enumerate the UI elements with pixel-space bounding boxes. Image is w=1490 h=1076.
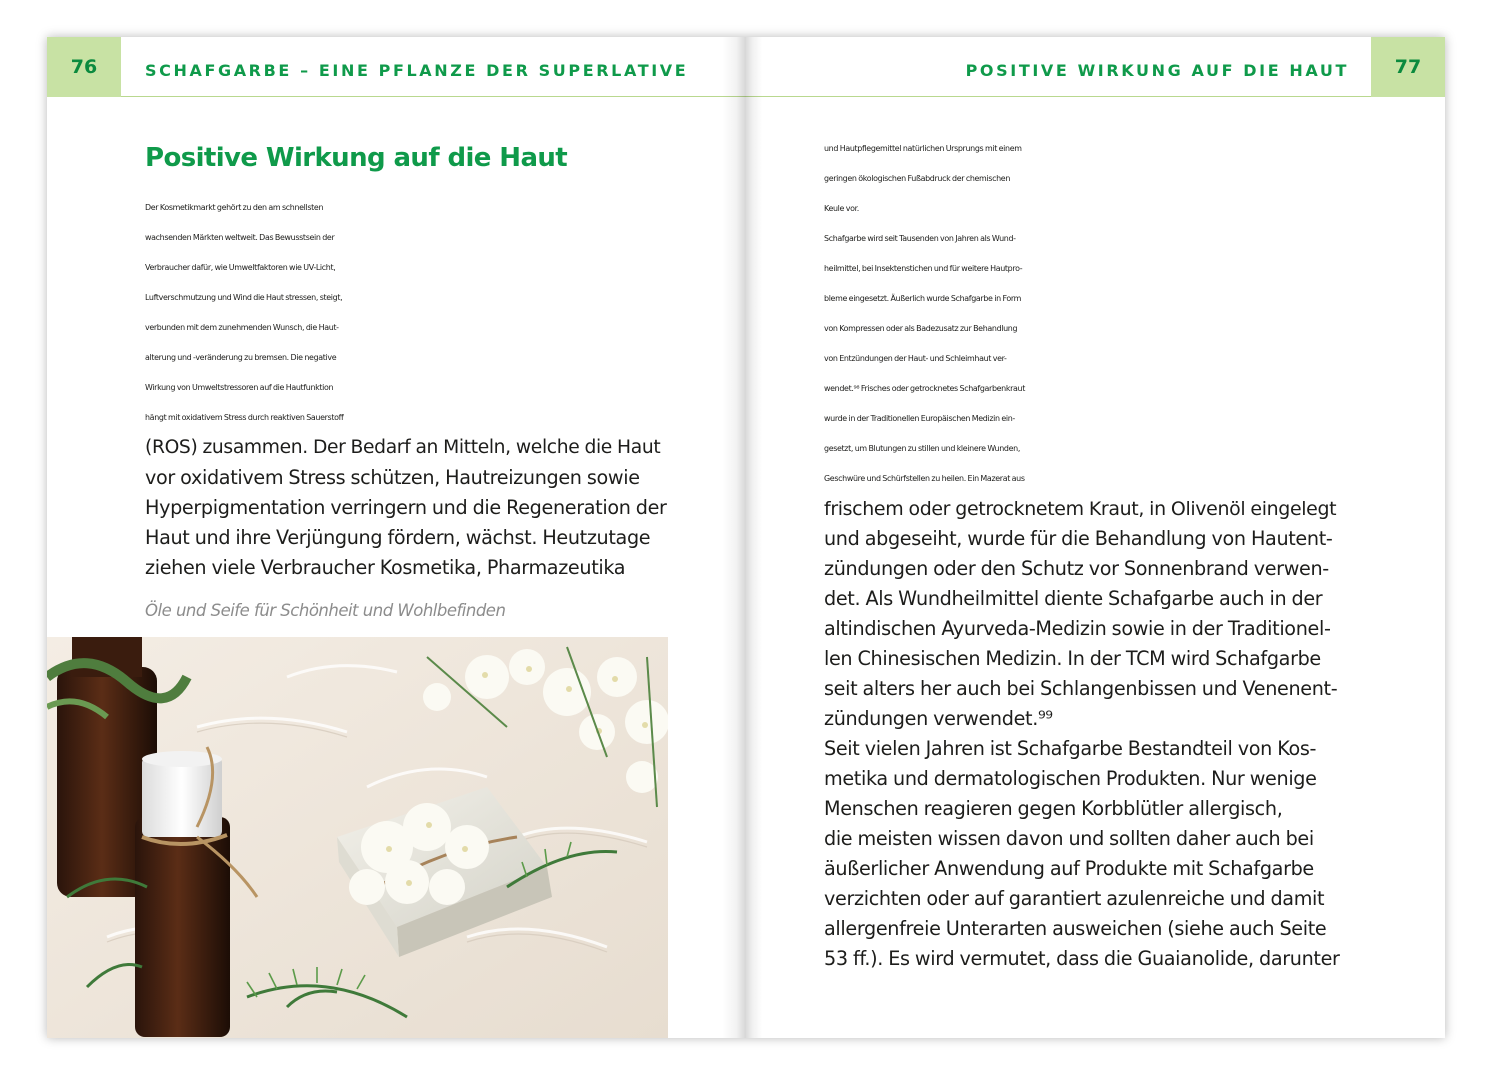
text-line: verbunden mit dem zunehmenden Wunsch, die Haut-	[145, 323, 339, 332]
text-line: det. Als Wundheilmittel diente Schafgarbe auch in der	[824, 587, 1323, 610]
section-heading: Positive Wirkung auf die Haut	[145, 143, 568, 173]
text-line: (ROS) zusammen. Der Bedarf an Mitteln, welche die Haut	[145, 437, 661, 458]
text-line: gesetzt, um Blutungen zu stillen und kleinere Wunden,	[824, 444, 1020, 453]
text-line: allergenfreie Unterarten ausweichen (siehe auch Seite	[824, 917, 1327, 940]
text-line: Verbraucher dafür, wie Umweltfaktoren wie UV-Licht,	[145, 263, 336, 272]
text-line: Geschwüre und Schürfstellen zu heilen. Ein Mazerat aus	[824, 474, 1025, 483]
text-line: verzichten oder auf garantiert azulenreiche und damit	[824, 887, 1325, 910]
text-line: len Chinesischen Medizin. In der TCM wird Schafgarbe	[824, 647, 1321, 670]
gutter-shadow-left	[722, 37, 746, 1038]
text-line: Haut und ihre Verjüngung fördern, wächst. Heutzutage	[145, 526, 651, 549]
page-number-right: 77	[1371, 37, 1445, 97]
text-line: von Entzündungen der Haut- und Schleimhaut ver-	[824, 354, 1007, 363]
text-line: zündungen oder den Schutz vor Sonnenbrand verwen-	[824, 557, 1329, 580]
text-line: und Hautpflegemittel natürlichen Ursprungs mit einem	[824, 144, 1022, 153]
text-line: heilmittel, bei Insektenstichen und für weitere Hautpro-	[824, 264, 1023, 273]
header-rule-left	[121, 96, 746, 97]
text-line: metika und dermatologischen Produkten. Nur wenige	[824, 767, 1317, 790]
right-body-text	[824, 134, 1340, 974]
text-line: Schafgarbe wird seit Tausenden von Jahren als Wund-	[824, 234, 1016, 243]
text-line: altindischen Ayurveda-Medizin sowie in der Traditionel-	[824, 617, 1331, 640]
text-line: wendet.⁹⁸ Frisches oder getrocknetes Schafgarbenkraut	[824, 384, 1025, 393]
text-line: äußerlicher Anwendung auf Produkte mit Schafgarbe	[824, 857, 1314, 880]
text-line: Der Kosmetikmarkt gehört zu den am schnellsten	[145, 203, 324, 212]
text-line: die meisten wissen davon und sollten daher auch bei	[824, 827, 1314, 850]
text-line: und abgeseiht, wurde für die Behandlung von Hautent-	[824, 527, 1333, 550]
text-line: Luftverschmutzung und Wind die Haut stressen, steigt,	[145, 293, 343, 302]
right-page	[746, 37, 1445, 1038]
text-line: frischem oder getrocknetem Kraut, in Olivenöl eingelegt	[824, 498, 1337, 520]
book-spread	[47, 37, 1445, 1038]
text-line: wurde in der Traditionellen Europäischen Medizin ein-	[824, 414, 1015, 423]
gutter-shadow-right	[746, 37, 762, 1038]
text-line: zündungen verwendet.⁹⁹	[824, 707, 1053, 730]
text-line: wachsenden Märkten weltweit. Das Bewusstsein der	[145, 233, 335, 242]
photo-caption: Öle und Seife für Schönheit und Wohlbefinden	[145, 601, 506, 620]
left-page	[47, 37, 746, 1038]
text-line: hängt mit oxidativem Stress durch reaktiven Sauerstoff	[145, 413, 344, 422]
text-line: seit alters her auch bei Schlangenbissen und Venenent-	[824, 677, 1338, 700]
text-line: Keule vor.	[824, 204, 859, 213]
text-line: Seit vielen Jahren ist Schafgarbe Bestandteil von Kos-	[824, 737, 1317, 760]
text-line: Menschen reagieren gegen Korbblütler allergisch,	[824, 797, 1283, 820]
text-line: vor oxidativem Stress schützen, Hautreizungen sowie	[145, 466, 640, 489]
text-line: von Kompressen oder als Badezusatz zur Behandlung	[824, 324, 1018, 333]
text-line: geringen ökologischen Fußabdruck der chemischen	[824, 174, 1010, 183]
text-line: 53 ff.). Es wird vermutet, dass die Guaianolide, darunter	[824, 947, 1340, 970]
text-line: bleme eingesetzt. Äußerlich wurde Schafgarbe in Form	[824, 294, 1022, 303]
text-line: ziehen viele Verbraucher Kosmetika, Pharmazeutika	[145, 556, 626, 579]
header-rule-right	[746, 96, 1371, 97]
running-head-left: SCHAFGARBE – EINE PFLANZE DER SUPERLATIVE	[145, 61, 689, 80]
text-line: Hyperpigmentation verringern und die Regeneration der	[145, 496, 667, 519]
product-photo	[47, 637, 668, 1038]
running-head-right: POSITIVE WIRKUNG AUF DIE HAUT	[965, 61, 1349, 80]
text-line: Wirkung von Umweltstressoren auf die Hautfunktion	[145, 383, 334, 392]
text-line: alterung und -veränderung zu bremsen. Die negative	[145, 353, 337, 362]
left-body-text	[145, 193, 667, 583]
page-number-left: 76	[47, 37, 121, 97]
